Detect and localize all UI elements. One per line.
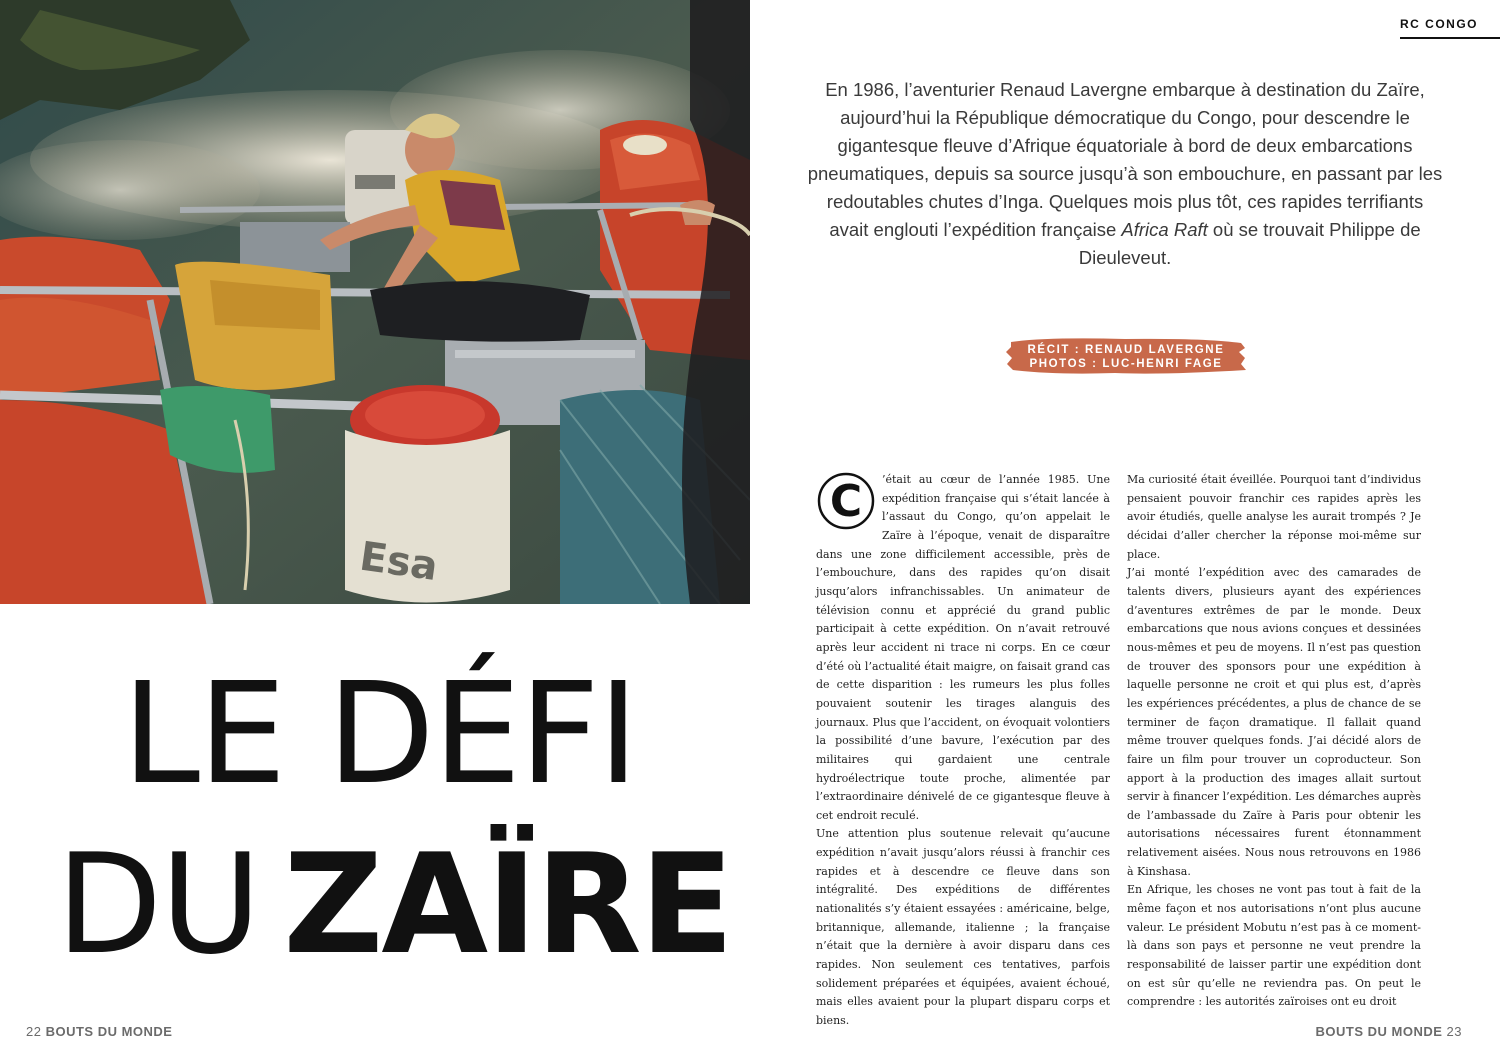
body-paragraph: ’était au cœur de l’année 1985. Une expédition française qui s’était lancée à l’assaut du Congo, qu’on appelait le Zaïre à l’époque, venait de disparaître dans une zone difficilement accessible, près de l’embouchure, dans des rapides qu’on disait jusqu’alors infranchissables. Un animateur de télévision connu et apprécié du grand public participait à cette expédition. On n’avait retrouvé après leur accident ni trace ni corps. En ce cœur d’été où l’actualité était maigre, on faisait grand cas de cette disparition : les rumeurs les plus folles pouvaient soutenir les tirages alanguis des journaux. Plus que l’accident, on évoquait volontiers la possibilité d’une bavure, l’exécution par des militaires qui gardaient une centrale hydroélectrique toute proche, alimentée par l’extraordinaire dénivelé de ce gigantesque fleuve à cet endroit reculé.	[816, 473, 1110, 822]
title-line-2-bold: ZAÏRE	[283, 824, 733, 985]
body-paragraph: Une attention plus soutenue relevait qu’aucune expédition n’avait jusqu’alors réussi à franchir ces rapides et à descendre ce fleuve dans son intégralité. Des expéditions de différentes nationalités s’y étaient essayées : américaine, belge, britannique, allemande, italienne ; la française n’était que la dernière à avoir disparu dans ces rapides. Non seulement ces tentatives, parfois solidement préparées et équipées, avaient échoué, mais elles avaient pour la plupart disparu corps et biens.	[816, 827, 1110, 1028]
section-tag: RC CONGO	[1400, 17, 1478, 31]
magazine-name-left: BOUTS DU MONDE	[45, 1024, 173, 1039]
title-line-1: LE DÉFI	[122, 653, 638, 816]
credit-text-line: RÉCIT : RENAUD LAVERGNE	[1027, 344, 1225, 356]
credits-text	[1005, 343, 1247, 371]
magazine-name-right: BOUTS DU MONDE	[1315, 1024, 1443, 1039]
body-paragraph: En Afrique, les choses ne vont pas tout à fait de la même façon et nos autorisations n’ont plus aucune valeur. Le président Mobutu n’est pas à ce moment-là dans son pays et personne ne veut prendre la responsabilité de laisser partir une expédition dont on est sûr qu’elle ne reviendra pas. On peut le comprendre : les autorités zaïroises ont eu droit	[1127, 883, 1421, 1009]
title-line-2-light: DU	[56, 824, 260, 985]
credits-brush-label	[1005, 336, 1247, 376]
body-column-1	[816, 471, 1110, 1031]
body-paragraph: J’ai monté l’expédition avec des camarades de talents divers, plusieurs ayant des expériences d’aventures extrêmes de par le monde. Deux embarcations que nous avions conçues et dessinées nous-mêmes et peu de moyens. Il n’est pas question de trouver des sponsors pour une expédition à laquelle personne ne croit et qui plus est, d’après les expériences précédentes, a plus de chance de se terminer de façon dramatique. Il fallait quand même trouver quelques fonds. J’ai décidé alors de faire un film pour trouver un coproducteur. Son apport à la production des images allait surtout servir à financer l’expédition. Les démarches auprès de l’ambassade du Zaïre à Paris pour obtenir les autorisations nécessaires furent étonnamment relativement aisées. Nous nous retrouvons en 1986 à Kinshasa.	[1127, 566, 1421, 878]
body-paragraph: Ma curiosité était éveillée. Pourquoi tant d’individus pensaient pouvoir franchir ces rapides après les avoir étudiés, quelle analyse les aurait trompés ? Je décidai d’aller chercher la réponse moi-même sur place.	[1127, 473, 1421, 561]
credit-photo-line: PHOTOS : LUC-HENRI FAGE	[1029, 358, 1223, 370]
body-column-2	[1127, 471, 1421, 1012]
page-number-left: 22	[26, 1024, 42, 1039]
dropcap-c	[816, 471, 876, 531]
chapeau-italic: Africa Raft	[1121, 219, 1208, 240]
page-number-right: 23	[1446, 1024, 1462, 1039]
folio-right	[1316, 1024, 1462, 1039]
folio-left	[26, 1024, 172, 1039]
section-rule	[1400, 37, 1500, 39]
dropcap-letter: C	[829, 476, 863, 527]
title-line-2	[56, 824, 733, 985]
svg-text:Esa: Esa	[356, 533, 441, 591]
chapeau-text	[805, 76, 1445, 272]
chapeau-text-start: En 1986, l’aventurier Renaud Lavergne embarque à destination du Zaïre, aujourd’hui la République démocratique du Congo, pour descendre le gigantesque fleuve d’Afrique équatoriale à bord de deux embarcations pneumatiques, depuis sa source jusqu’à son embouchure, en passant par les redoutables chutes d’Inga. Quelques mois plus tôt, ces rapides terrifiants avait englouti l’expédition française	[807, 79, 1443, 240]
rafting-photo	[0, 0, 750, 604]
chapeau-text-end: où se trouvait Philippe de Dieuleveut.	[1078, 219, 1421, 268]
chapeau	[805, 76, 1445, 272]
